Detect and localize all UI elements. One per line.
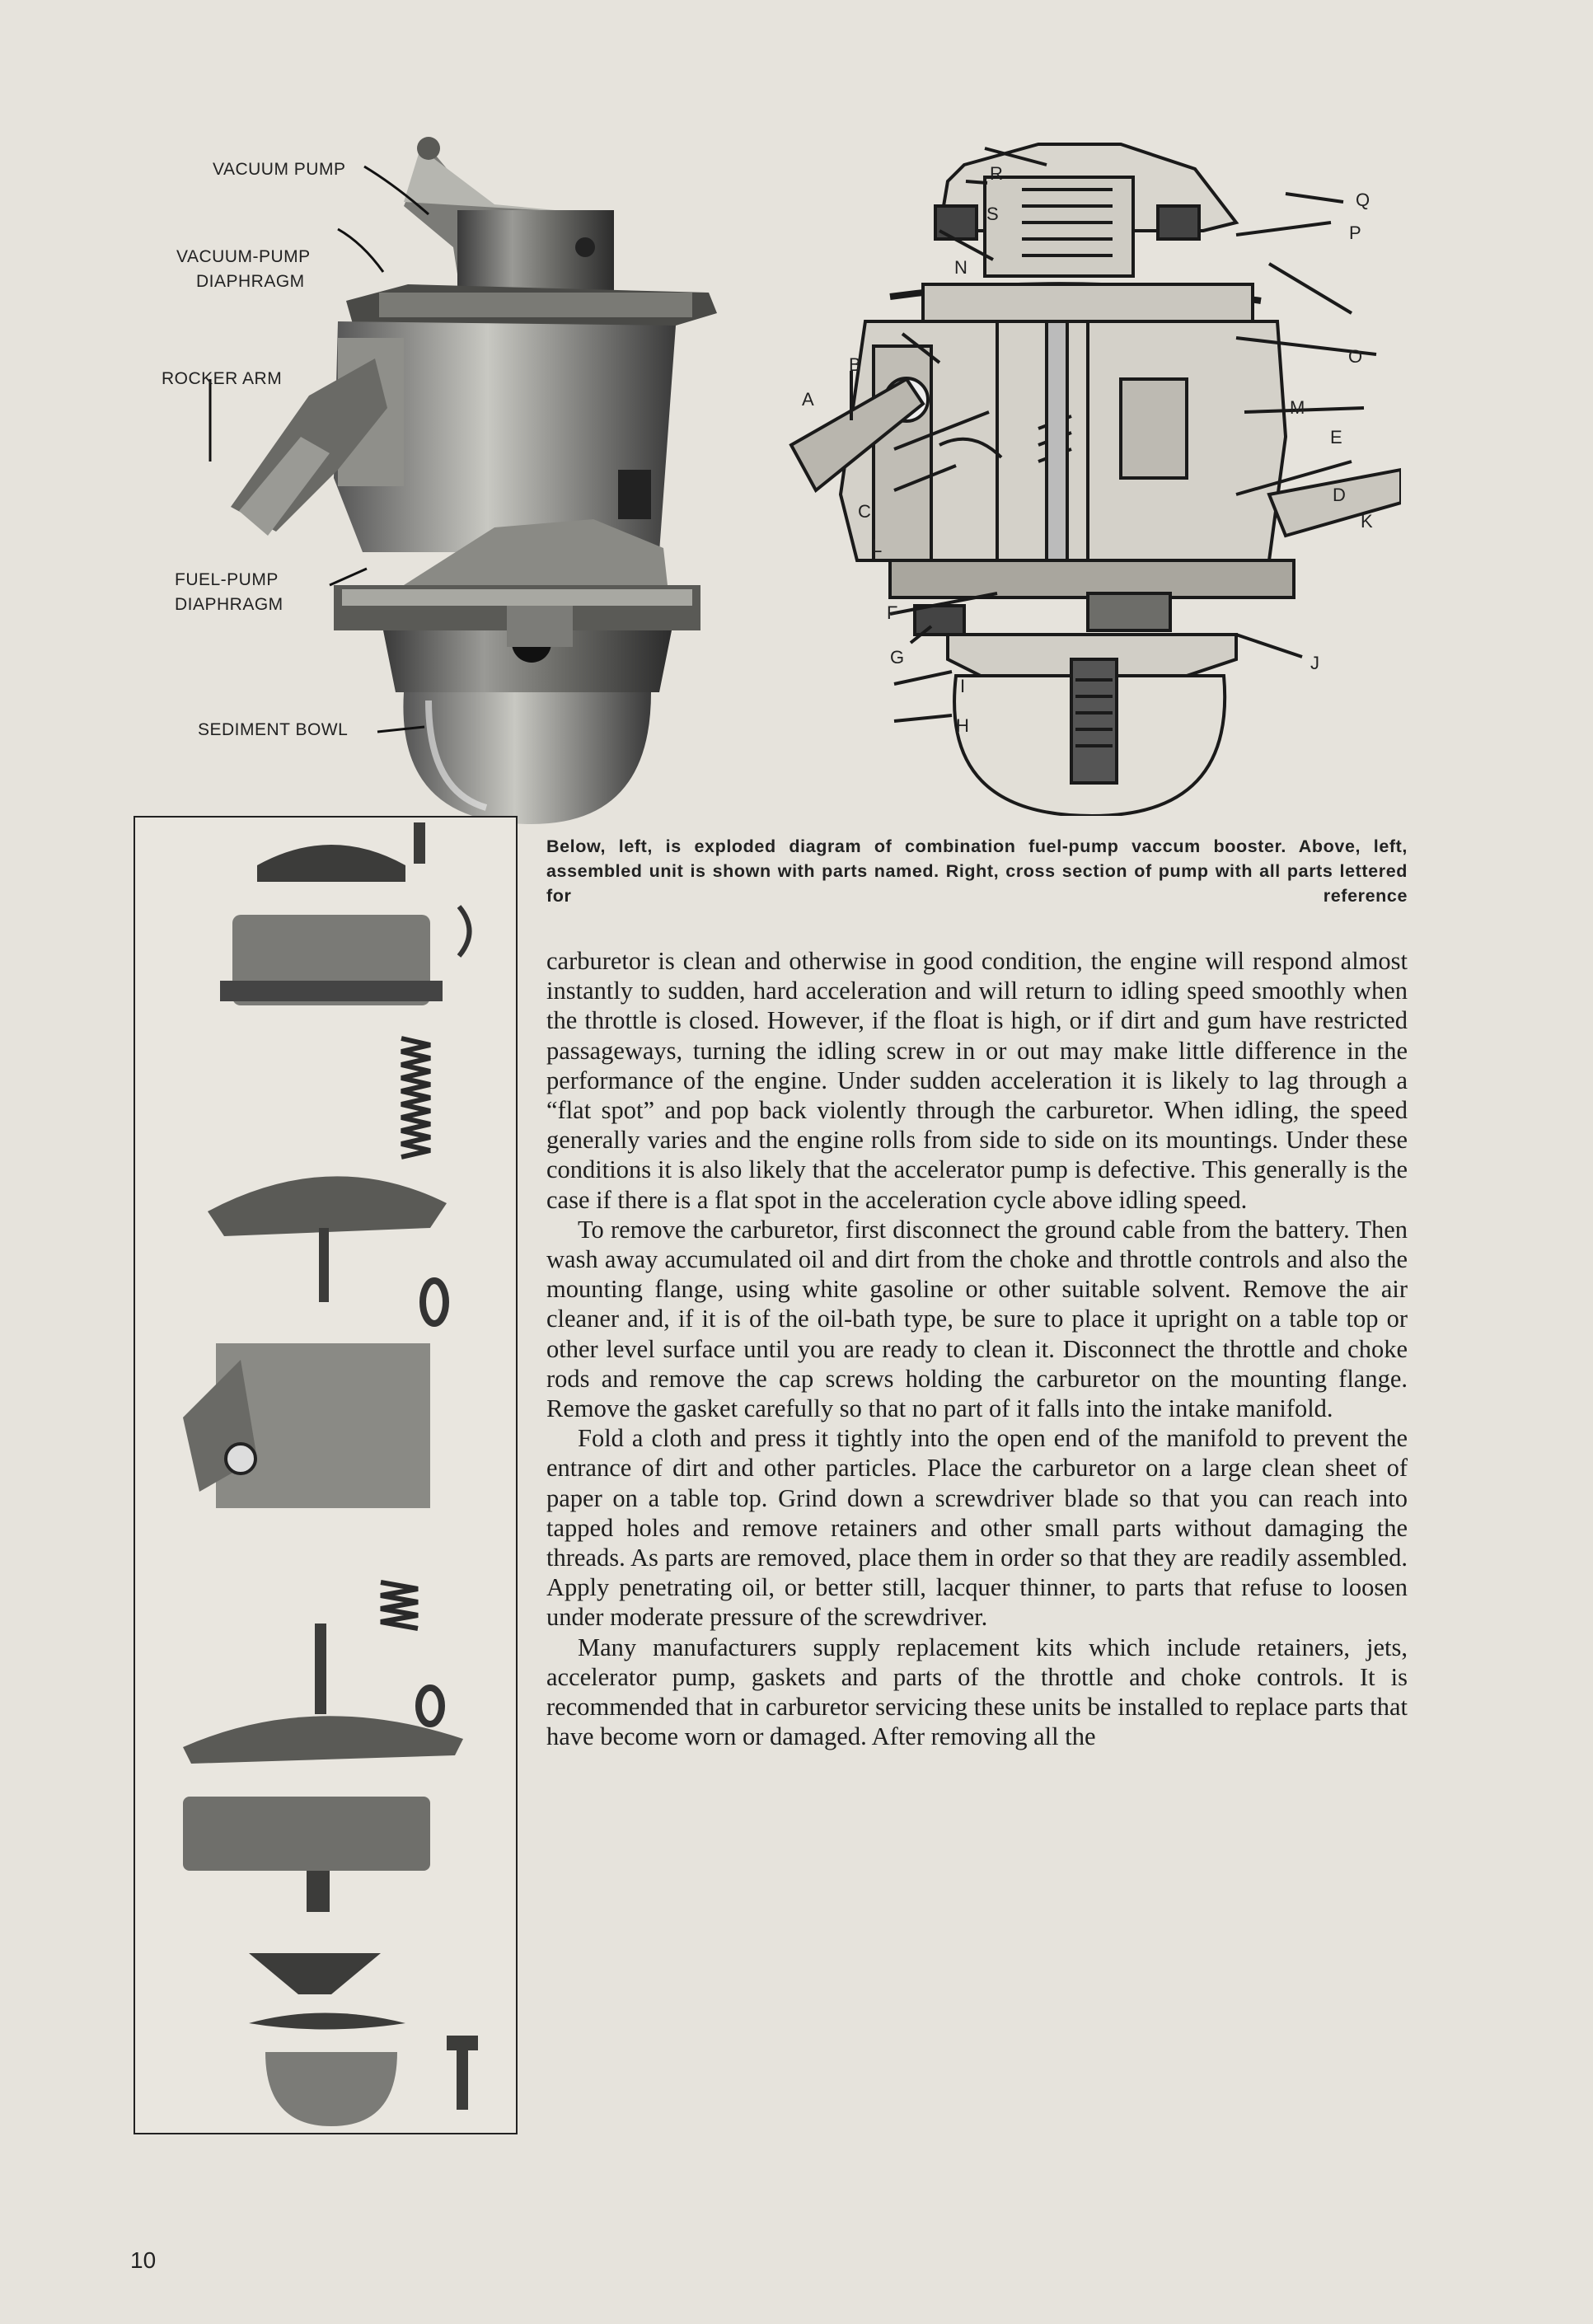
letter-S: S	[986, 204, 999, 224]
letter-B: B	[849, 354, 861, 375]
letter-F: F	[887, 602, 898, 623]
label-fuel-pump-diaphragm-line2: DIAPHRAGM	[175, 595, 283, 614]
label-vacuum-pump: VACUUM PUMP	[213, 160, 346, 179]
cross-section-illustration	[775, 132, 1401, 816]
letter-H: H	[956, 715, 969, 736]
letter-I: I	[960, 676, 966, 696]
label-sediment-bowl: SEDIMENT BOWL	[198, 720, 349, 739]
paragraph-4: Many manufacturers supply replacement kits which include retainers, jets, accelerator pump, gaskets and parts of the throttle and choke controls. It is recommended that in carburetor servicing these units be installed to replace parts that have become worn or damaged. After removing all the	[546, 1633, 1408, 1751]
letter-Q: Q	[1356, 190, 1370, 210]
label-vacuum-pump-diaphragm-line1: VACUUM-PUMP	[176, 247, 311, 266]
letter-R: R	[990, 163, 1003, 184]
page-number: 10	[130, 2247, 157, 2273]
paragraph-2: To remove the carburetor, first disconnect the ground cable from the battery. Then wash away accumulated oil and dirt from the choke and throttle controls and also the mounting flange, using white gasoline or other suitable solvent. Remove the air cleaner and, if it is of the oil-bath type, be sure to place it upright on a table top or other level surface until you are ready to clean it. Disconnect the throttle and choke rods and remove the cap screws holding the carburetor on the mounting flange. Remove the gasket carefully so that no part of it falls into the intake manifold.	[546, 1215, 1408, 1423]
paragraph-1: carburetor is clean and otherwise in good condition, the engine will respond almost instantly to sudden, hard acceleration and will return to idling speed smoothly when the throttle is closed. However, if the float is high, or if dirt and gum have restricted passageways, turning the idling screw in or out may make little difference in the performance of the engine. Under sudden acceleration it is likely to lag through a “flat spot” and pop back violently through the carburetor. When idling, the speed generally varies and the engine rolls from side to side on its mountings. Under these conditions it is also likely that the accelerator pump is defective. This generally is the case if there is a flat spot in the acceleration cycle above idling speed.	[546, 947, 1408, 1214]
letter-D: D	[1333, 485, 1346, 505]
letter-J: J	[1310, 653, 1319, 673]
letter-K: K	[1361, 511, 1373, 532]
label-vacuum-pump-diaphragm-line2: DIAPHRAGM	[196, 272, 305, 291]
letter-C: C	[858, 501, 871, 522]
letter-N: N	[954, 257, 968, 278]
assembled-pump-illustration	[132, 124, 725, 824]
letter-E: E	[1330, 427, 1342, 447]
figure-caption: Below, left, is exploded diagram of combination fuel-pump vaccum booster. Above, left, assembled unit is shown with parts named. Right, cross section of pump with all parts lettered for reference	[546, 836, 1408, 906]
body-text	[546, 946, 1408, 1751]
label-rocker-arm: ROCKER ARM	[162, 369, 283, 388]
exploded-diagram-illustration	[134, 816, 518, 2134]
letter-M: M	[1290, 397, 1305, 418]
letter-O: O	[1348, 346, 1363, 367]
letter-P: P	[1349, 223, 1361, 243]
paragraph-3: Fold a cloth and press it tightly into the open end of the manifold to prevent the entrance of dirt and other particles. Place the carburetor on a large clean sheet of paper on a table top. Grind down a screwdriver blade so that you can reach into tapped holes and remove retainers and other small parts without damaging the threads. As parts are removed, place them in order so that they are readily assembled. Apply penetrating oil, or better still, lacquer thinner, to parts that refuse to loosen under moderate pressure of the screwdriver.	[546, 1424, 1408, 1632]
letter-G: G	[890, 647, 905, 668]
letter-L: L	[872, 536, 883, 556]
label-fuel-pump-diaphragm-line1: FUEL-PUMP	[175, 570, 279, 589]
letter-A: A	[802, 389, 814, 410]
